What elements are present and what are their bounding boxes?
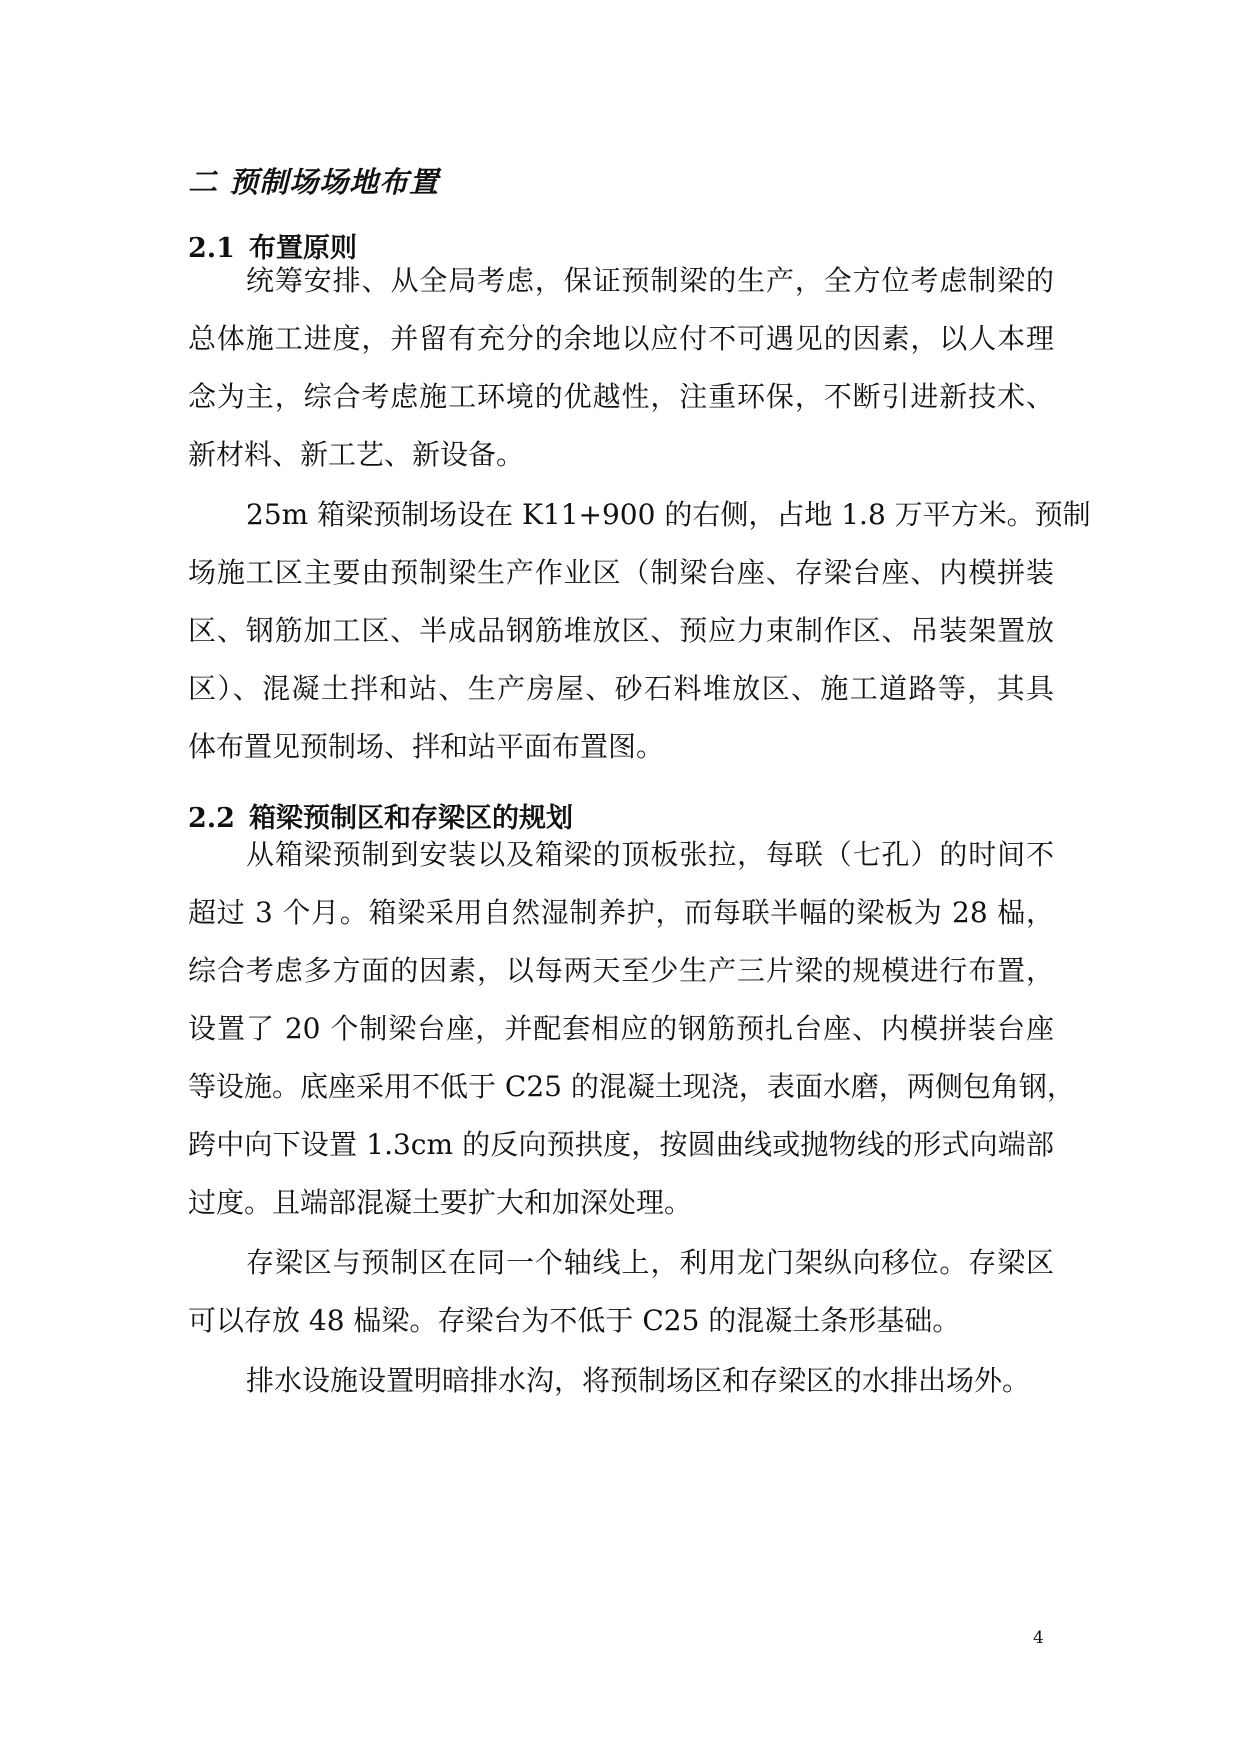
section-title: 布置原则	[248, 233, 357, 264]
section-title: 箱梁预制区和存梁区的规划	[248, 803, 573, 834]
paragraph-line: 设置了 20 个制梁台座，并配套相应的钢筋预扎台座、内模拼装台座	[188, 1012, 1054, 1045]
paragraph-line: 念为主，综合考虑施工环境的优越性，注重环保，不断引进新技术、	[188, 380, 1054, 413]
page-number: 4	[1033, 1628, 1044, 1648]
paragraph-line: 跨中向下设置 1.3cm 的反向预拱度，按圆曲线或抛物线的形式向端部	[188, 1128, 1054, 1161]
paragraph-line: 可以存放 48 榀梁。存梁台为不低于 C25 的混凝土条形基础。	[188, 1304, 961, 1337]
section-number: 2.1	[188, 233, 235, 264]
paragraph-line: 从箱梁预制到安装以及箱梁的顶板张拉，每联（七孔）的时间不	[246, 838, 1054, 871]
paragraph-line: 综合考虑多方面的因素，以每两天至少生产三片梁的规模进行布置，	[188, 954, 1054, 987]
paragraph-line: 区）、混凝土拌和站、生产房屋、砂石料堆放区、施工道路等，其具	[188, 672, 1054, 705]
section-heading-2-1	[188, 226, 357, 265]
paragraph-line: 场施工区主要由预制梁生产作业区（制梁台座、存梁台座、内模拼装	[188, 556, 1054, 589]
section-heading-2-2	[188, 796, 573, 835]
paragraph-line: 新材料、新工艺、新设备。	[188, 438, 525, 471]
paragraph-line: 区、钢筋加工区、半成品钢筋堆放区、预应力束制作区、吊装架置放	[188, 614, 1054, 647]
section-number: 2.2	[188, 803, 235, 834]
paragraph-line: 超过 3 个月。箱梁采用自然湿制养护，而每联半幅的梁板为 28 榀，	[188, 896, 1054, 929]
paragraph-line: 总体施工进度，并留有充分的余地以应付不可遇见的因素，以人本理	[188, 322, 1054, 355]
paragraph-line: 体布置见预制场、拌和站平面布置图。	[188, 730, 665, 763]
chapter-title: 二 预制场场地布置	[188, 165, 440, 199]
paragraph-line: 存梁区与预制区在同一个轴线上，利用龙门架纵向移位。存梁区	[246, 1246, 1054, 1279]
paragraph-line: 等设施。底座采用不低于 C25 的混凝土现浇，表面水磨，两侧包角钢，	[188, 1070, 1075, 1103]
paragraph-line: 统筹安排、从全局考虑，保证预制梁的生产，全方位考虑制梁的	[246, 264, 1054, 297]
paragraph-line: 过度。且端部混凝土要扩大和加深处理。	[188, 1186, 693, 1219]
paragraph-line: 排水设施设置明暗排水沟，将预制场区和存梁区的水排出场外。	[246, 1364, 1031, 1397]
paragraph-line: 25m 箱梁预制场设在 K11+900 的右侧，占地 1.8 万平方米。预制	[246, 498, 1091, 531]
